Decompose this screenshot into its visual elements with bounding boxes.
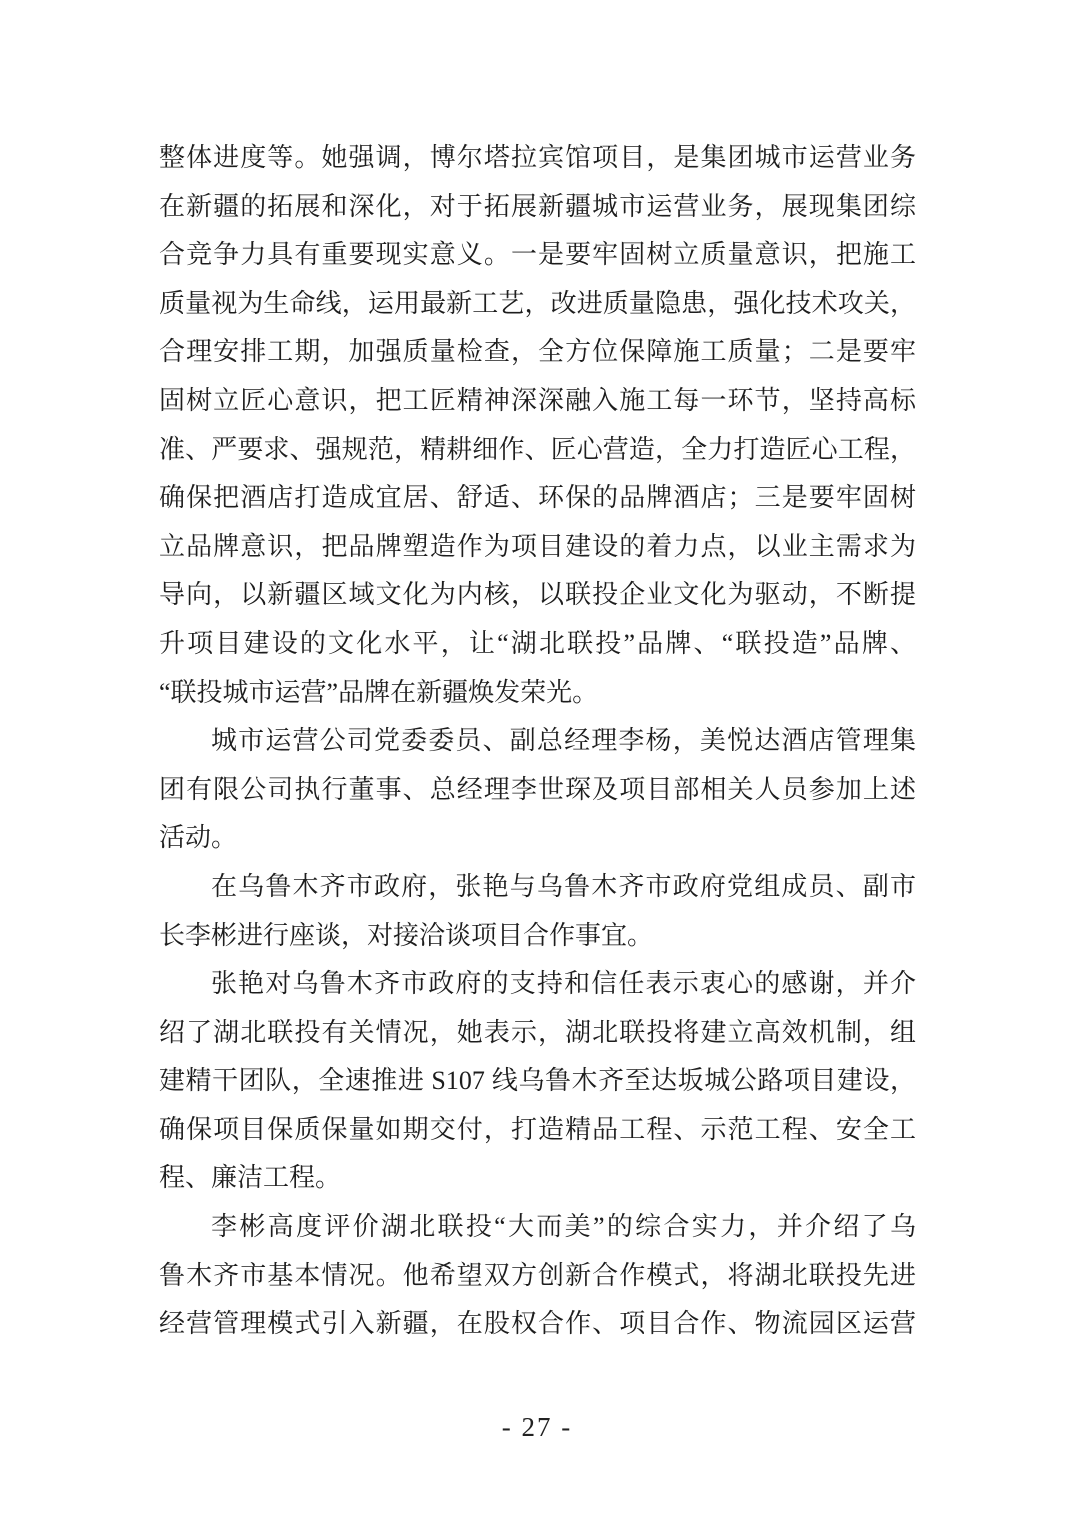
text-line: 确保项目保质保量如期交付，打造精品工程、示范工程、安全工 [159, 1114, 916, 1144]
text-line: 绍了湖北联投有关情况，她表示，湖北联投将建立高效机制，组 [159, 1017, 916, 1047]
paragraph [159, 717, 916, 863]
text-line: 团有限公司执行董事、总经理李世琛及项目部相关人员参加上述 [159, 774, 916, 804]
text-line: 整体进度等。她强调，博尔塔拉宾馆项目，是集团城市运营业务 [159, 143, 916, 172]
text-line: “联投城市运营”品牌在新疆焕发荣光。 [159, 677, 599, 707]
text-line: 升项目建设的文化水平，让“湖北联投”品牌、“联投造”品牌、 [159, 628, 916, 658]
text-line: 经营管理模式引入新疆，在股权合作、项目合作、物流园区运营 [159, 1309, 916, 1339]
text-line: 在新疆的拓展和深化，对于拓展新疆城市运营业务，展现集团综 [159, 191, 916, 221]
text-line: 确保把酒店打造成宜居、舒适、环保的品牌酒店；三是要牢固树 [159, 483, 916, 513]
text-line: 合理安排工期，加强质量检查，全方位保障施工质量；二是要牢 [159, 337, 916, 367]
text-line: 鲁木齐市基本情况。他希望双方创新合作模式，将湖北联投先进 [159, 1260, 916, 1290]
text-line: 固树立匠心意识，把工匠精神深深融入施工每一环节，坚持高标 [159, 385, 916, 415]
text-line: 活动。 [159, 823, 238, 853]
document-body [159, 134, 916, 1349]
paragraph [159, 863, 916, 960]
text-line: 立品牌意识，把品牌塑造作为项目建设的着力点，以业主需求为 [159, 531, 916, 561]
paragraph [159, 134, 916, 717]
text-line: 张艳对乌鲁木齐市政府的支持和信任表示衷心的感谢，并介 [211, 969, 916, 999]
text-line: 在乌鲁木齐市政府，张艳与乌鲁木齐市政府党组成员、副市 [211, 871, 916, 901]
text-line: 李彬高度评价湖北联投“大而美”的综合实力，并介绍了乌 [211, 1212, 916, 1242]
text-line: 长李彬进行座谈，对接洽谈项目合作事宜。 [159, 920, 654, 950]
text-line: 程、廉洁工程。 [159, 1163, 342, 1193]
text-line: 质量视为生命线，运用最新工艺，改进质量隐患，强化技术攻关， [159, 288, 916, 318]
text-line: 导向，以新疆区域文化为内核，以联投企业文化为驱动，不断提 [159, 580, 916, 610]
paragraph [159, 1203, 916, 1349]
text-line: 合竞争力具有重要现实意义。一是要牢固树立质量意识，把施工 [159, 240, 916, 270]
text-line: 城市运营公司党委委员、副总经理李杨，美悦达酒店管理集 [211, 726, 916, 756]
paragraph [159, 960, 916, 1203]
page-number: - 27 - [501, 1412, 573, 1442]
text-line: 建精干团队，全速推进 S107 线乌鲁木齐至达坂城公路项目建设， [159, 1066, 916, 1096]
text-line: 准、严要求、强规范，精耕细作、匠心营造，全力打造匠心工程， [159, 434, 916, 464]
